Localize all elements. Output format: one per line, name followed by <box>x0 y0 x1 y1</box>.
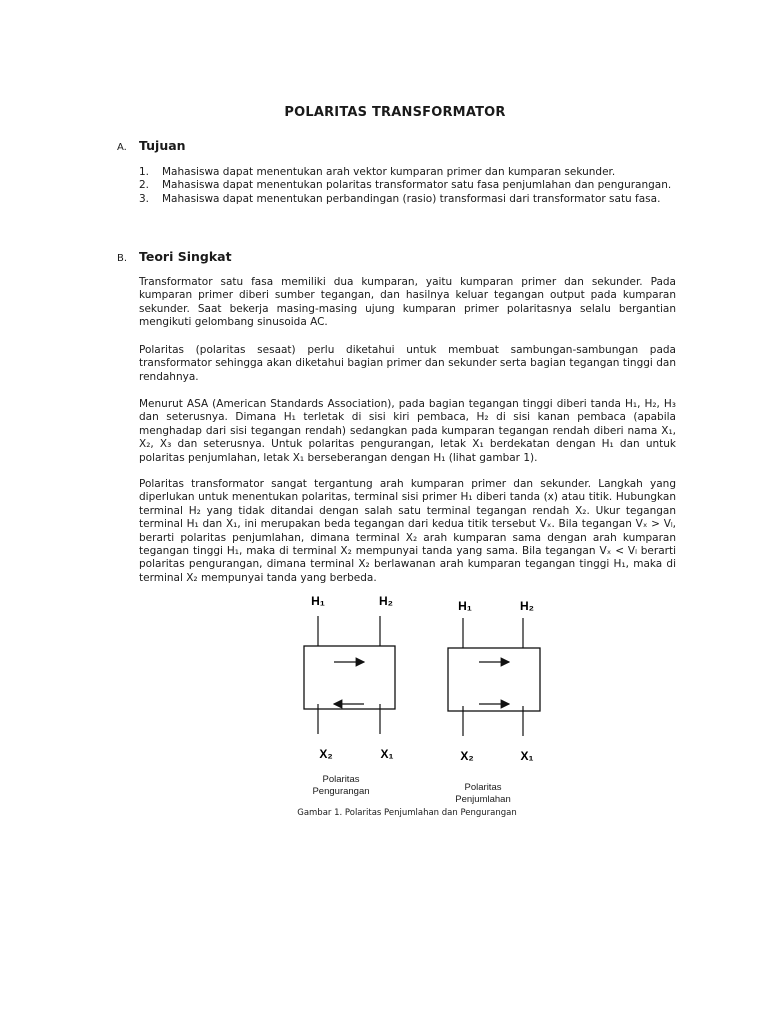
additive-label-line1: Polaritas <box>464 782 502 793</box>
additive-label <box>438 782 528 806</box>
left-x1-label: X₁ <box>380 747 394 761</box>
figure-caption: Gambar 1. Polaritas Penjumlahan dan Pengurangan <box>297 808 517 818</box>
page-title: POLARITAS TRANSFORMATOR <box>284 105 506 120</box>
section-b-letter: B. <box>117 253 128 264</box>
list-item <box>139 166 679 179</box>
list-item <box>139 193 679 206</box>
section-b-heading <box>117 249 232 264</box>
section-a-name: Tujuan <box>139 138 186 153</box>
polarity-diagram <box>290 588 550 803</box>
left-coil-box <box>304 646 395 709</box>
additive-label-line2: Penjumlahan <box>455 794 511 805</box>
paragraph-3: Menurut ASA (American Standards Association), pada bagian tegangan tinggi diberi tanda H₁, H₂, H₃ dan seterusnya. Dimana H₁ terletak di sisi kiri pembaca, H₂ di sisi kanan pembaca (apabila menghadap dari sisi tegangan rendah) sedangkan pada kumparan tegangan rendah diberi nama X₁, X₂, X₃ dan seterusnya. Untuk polaritas pengurangan, letak X₁ berdekatan dengan H₁ dan untuk polaritas penjumlahan, letak X₁ berseberangan dengan H₁ (lihat gambar 1). <box>139 398 676 464</box>
section-a-letter: A. <box>117 142 127 153</box>
subtractive-polarity-diagram <box>304 594 395 761</box>
list-item-number: 2. <box>139 179 150 192</box>
right-x1-label: X₁ <box>520 749 534 763</box>
section-b-name: Teori Singkat <box>139 249 232 264</box>
left-h2-label: H₂ <box>379 594 393 608</box>
list-item-number: 3. <box>139 192 150 205</box>
list-item-text: Mahasiswa dapat menentukan perbandingan (rasio) transformasi dari transformator satu fasa. <box>162 192 661 205</box>
left-x2-label: X₂ <box>319 747 333 761</box>
right-coil-box <box>448 648 540 711</box>
list-item-text: Mahasiswa dapat menentukan arah vektor kumparan primer dan kumparan sekunder. <box>162 166 616 178</box>
paragraph-4: Polaritas transformator sangat tergantung arah kumparan primer dan sekunder. Langkah yang diperlukan untuk menentukan polaritas, terminal sisi primer H₁ diberi tanda (x) atau titik. Hubungkan terminal H₂ yang tidak ditandai dengan salah satu terminal tegangan rendah X₂. Ukur tegangan terminal H₁ dan X₁, ini merupakan beda tegangan dari kedua titik tersebut Vₓ. Bila tegangan Vₓ > Vₗ, berarti polaritas penjumlahan, dimana terminal X₂ arah kumparan sama dengan arah kumparan tegangan tinggi H₁, maka di terminal X₂ mempunyai tanda yang sama. Bila tegangan Vₓ < Vₗ berarti polaritas pengurangan, dimana terminal X₂ berlawanan arah kumparan tegangan tinggi H₁, maka di terminal X₂ mempunyai tanda yang berbeda. <box>139 478 676 584</box>
list-item <box>139 179 679 192</box>
left-h1-label: H₁ <box>311 594 325 608</box>
right-h1-label: H₁ <box>458 599 472 613</box>
paragraph-2: Polaritas (polaritas sesaat) perlu diketahui untuk membuat sambungan-sambungan pada transformator sehingga akan diketahui bagian primer dan sekunder serta bagian tegangan tinggi dan rendahnya. <box>139 344 676 383</box>
subtractive-label <box>296 774 386 798</box>
subtractive-label-line2: Pengurangan <box>312 786 370 797</box>
list-item-text: Mahasiswa dapat menentukan polaritas transformator satu fasa penjumlahan dan pengurangan. <box>162 179 672 192</box>
right-x2-label: X₂ <box>460 749 474 763</box>
subtractive-label-line1: Polaritas <box>322 774 360 785</box>
list-item-number: 1. <box>139 166 150 178</box>
section-a-heading <box>117 138 186 153</box>
goals-list <box>139 166 679 206</box>
right-h2-label: H₂ <box>520 599 534 613</box>
paragraph-1: Transformator satu fasa memiliki dua kumparan, yaitu kumparan primer dan sekunder. Pada kumparan primer diberi sumber tegangan, dan hasilnya keluar tegangan output pada kumparan sekunder. Saat bekerja masing-masing ujung kumparan primer polaritasnya selalu bergantian mengikuti gelombang sinusoida AC. <box>139 276 676 329</box>
additive-polarity-diagram <box>448 599 540 763</box>
